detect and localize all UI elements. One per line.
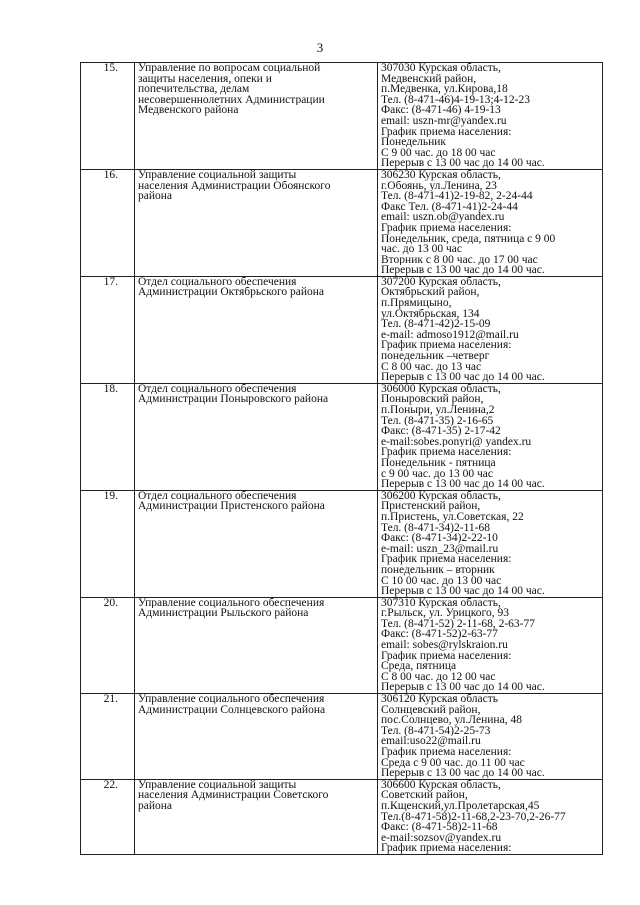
contact-info-line: Тел. (8-471-46)4-19-13;4-12-23 [381,94,531,106]
contact-info-line: График приема населения: [381,554,512,565]
contact-info-line: Тел. (8-471-42)2-15-09 [381,319,491,330]
contact-info-line: Понедельник [381,137,446,148]
contact-info-line: С 8 00 час. до 12 00 час [381,671,496,683]
contact-info-line: п.Поныри, ул.Ленина,2 [381,405,495,416]
contact-info-line: час. до 13 00 час [381,244,462,255]
table-row [81,597,603,693]
contact-info-cell [378,276,603,383]
contact-info-line: 306600 Курская область, [381,779,501,791]
row-number: 18. [81,383,135,490]
agency-name-line: попечительства, делам [138,84,250,95]
agency-name-line: несовершеннолетних Администрации [138,94,325,106]
contact-info-line: График приема населения: [381,340,512,352]
contact-info-line: Факс: (8-471-52)2-63-77 [381,629,498,641]
row-number: 19. [81,490,135,597]
agency-name-cell [135,276,378,383]
contact-info-line: пос.Солнцево, ул.Ленина, 48 [381,715,522,726]
contact-info-line: г.Обоянь, ул.Ленина, 23 [381,180,497,192]
contact-info-line: Понедельник, среда, пятница с 9 00 [381,233,556,245]
agency-name-line: Управление социальной защиты [138,779,297,791]
agency-name-line: Управление по вопросам социальной [138,63,321,74]
table-row [81,276,603,383]
contact-info-line: Тел.(8-471-58)2-11-68,2-23-70,2-26-77 [381,811,566,823]
agency-name-line: Отдел социального обеспечения [138,383,297,395]
table-row [81,383,603,490]
agency-name-line: защиты населения, опеки и [138,73,272,85]
agency-name-line: Администрации Рыльского района [138,608,309,619]
contact-info-line: Понедельник - пятница [381,457,496,469]
contact-info-line: График приема населения: [381,747,512,758]
contact-info-line: Среда, пятница [381,661,457,672]
contact-info-line: Факс: (8-471-46) 4-19-13 [381,105,501,116]
contact-info-line: Тел. (8-471-41)2-19-82, 2-24-44 [381,191,533,202]
agency-name-line: Администрации Октябрьского района [138,287,325,299]
contact-info-line: email:uso22@mail.ru [381,736,481,747]
contact-info-line: Факс: (8-471-35) 2-17-42 [381,426,501,437]
contact-info-line: Пристенский район, [381,501,481,512]
contact-info-line: Перерыв с 13 00 час до 14 00 час. [381,768,545,779]
contact-info-line: Перерыв с 13 00 час до 14 00 час. [381,158,545,169]
agency-name-line: населения Администрации Обоянского [138,180,331,192]
agency-name-line: Администрации Солнцевского района [138,704,326,716]
page-number: 3 [316,40,324,55]
contact-info-line: С 9 00 час. до 18 00 час [381,147,496,159]
agency-name-line: Отдел социального обеспечения [138,490,297,502]
row-number: 21. [81,694,135,780]
agency-name-cell [135,779,378,854]
contact-info-line: с 9 00 час. до 13 00 час [381,468,493,480]
agency-name-cell [135,169,378,276]
table-row [81,490,603,597]
agency-name-line: района [138,191,173,202]
social-services-table [80,62,603,855]
contact-info-line: понедельник – вторник [381,564,495,576]
agency-name-line: Администрации Пристенского района [138,501,325,512]
row-number: 17. [81,276,135,383]
agency-name-line: Медвенского района [138,105,239,116]
contact-info-line: Перерыв с 13 00 час до 14 00 час. [381,682,545,694]
contact-info-line: График приема населения: [381,222,512,234]
agency-name-cell [135,490,378,597]
contact-info-line: Перерыв с 13 00 час до 14 00 час. [381,586,545,597]
contact-info-line: Советский район, [381,790,468,801]
contact-info-line: email: sobes@rylskraion.ru [381,640,508,651]
contact-info-cell [378,597,603,693]
contact-info-cell [378,694,603,780]
row-number: 16. [81,169,135,276]
contact-info-line: e-mail: uszn_23@mail.ru [381,543,499,555]
agency-name-line: Управление социальной защиты [138,169,297,181]
contact-info-line: email: uszn-mr@yandex.ru [381,115,507,127]
contact-info-line: Медвенский район, [381,73,477,85]
row-number: 15. [81,63,135,170]
agency-name-line: Отдел социального обеспечения [138,276,297,288]
contact-info-cell [378,169,603,276]
agency-name-cell [135,63,378,170]
contact-info-line: Тел. (8-471-35) 2-16-65 [381,415,494,427]
contact-info-line: email: uszn.ob@yandex.ru [381,212,505,223]
contact-info-line: Перерыв с 13 00 час до 14 00 час. [381,265,545,276]
contact-info-line: Вторник с 8 00 час. до 17 00 час [381,254,538,266]
contact-info-line: График приема населения: [381,843,512,854]
table-row [81,779,603,854]
contact-info-line: e-mail: admoso1912@mail.ru [381,329,519,341]
contact-info-line: Перерыв с 13 00 час до 14 00 час. [381,479,545,490]
contact-info-line: Тел. (8-471-54)2-25-73 [381,725,491,737]
contact-info-line: понедельник –четверг [381,351,490,362]
contact-info-line: Факс Тел. (8-471-41)2-24-44 [381,201,518,213]
agency-name-line: Управление социального обеспечения [138,597,325,609]
contact-info-line: ул.Октябрьская, 134 [381,308,480,320]
contact-info-line: Поныровский район, [381,394,484,405]
row-number: 20. [81,597,135,693]
contact-info-line: График приема населения: [381,650,512,662]
agency-name-cell [135,383,378,490]
contact-info-line: Тел. (8-471-34)2-11-68 [381,522,490,534]
contact-info-line: п.Пристень, ул.Советская, 22 [381,511,524,523]
contact-info-line: 306200 Курская область, [381,490,501,502]
row-number: 22. [81,779,135,854]
contact-info-line: График приема населения: [381,126,512,138]
contact-info-line: Факс: (8-471-58)2-11-68 [381,822,498,833]
contact-info-cell [378,490,603,597]
agency-name-line: Администрации Поныровского района [138,394,329,405]
table-row [81,63,603,170]
contact-info-line: Тел. (8-471-52) 2-11-68, 2-63-77 [381,618,536,630]
contact-info-line: e-mail:sozsov@yandex.ru [381,832,502,844]
table-row [81,169,603,276]
contact-info-line: 306120 Курская область [381,694,498,705]
contact-info-line: Перерыв с 13 00 час до 14 00 час. [381,372,545,383]
agency-name-line: Управление социального обеспечения [138,694,325,705]
contact-info-cell [378,383,603,490]
agency-name-line: населения Администрации Советского [138,790,329,801]
contact-info-line: г.Рыльск, ул. Урицкого, 93 [381,608,509,619]
contact-info-line: С 8 00 час. до 13 час [381,361,482,373]
contact-info-line: п.Прямицыно, [381,298,452,309]
agency-name-cell [135,694,378,780]
contact-info-line: 307310 Курская область, [381,597,501,609]
contact-info-line: График приема населения: [381,447,512,458]
contact-info-cell [378,779,603,854]
contact-info-line: п.Медвенка, ул.Кирова,18 [381,84,508,95]
contact-info-line: 306000 Курская область, [381,383,501,395]
contact-info-line: п.Кщенский,ул.Пролетарская,45 [381,800,540,812]
contact-info-line: Октябрьский район, [381,287,480,299]
contact-info-line: Факс: (8-471-34)2-22-10 [381,533,498,544]
table-body [81,63,603,855]
contact-info-line: Солнцевский район, [381,704,481,716]
contact-info-line: 307030 Курская область, [381,63,501,74]
contact-info-line: Среда с 9 00 час. до 11 00 час [381,757,525,769]
agency-name-line: района [138,800,173,812]
contact-info-line: e-mail:sobes.ponyri@ yandex.ru [381,436,532,448]
contact-info-line: 307200 Курская область, [381,276,501,288]
contact-info-cell [378,63,603,170]
agency-name-cell [135,597,378,693]
contact-info-line: 306230 Курская область, [381,169,501,181]
table-row [81,694,603,780]
contact-info-line: С 10 00 час. до 13 00 час [381,575,502,587]
